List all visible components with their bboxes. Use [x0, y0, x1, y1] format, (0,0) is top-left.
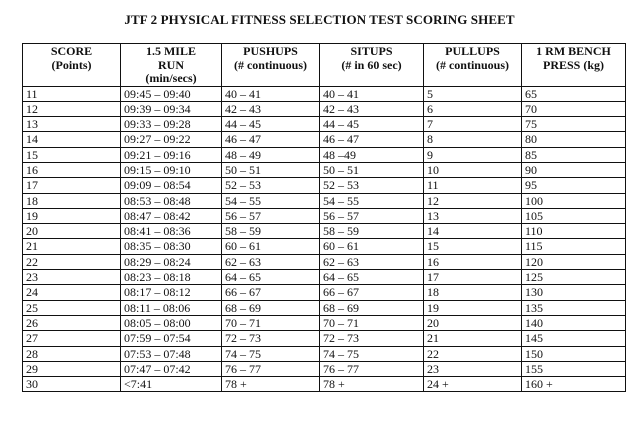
bench-press-cell: 130: [522, 285, 626, 300]
pushups-cell: 52 – 53: [222, 178, 320, 193]
pushups-cell: 58 – 59: [222, 224, 320, 239]
score-cell: 25: [23, 300, 121, 315]
header-score: SCORE (Points): [23, 44, 121, 87]
pushups-cell: 60 – 61: [222, 239, 320, 254]
pushups-cell: 68 – 69: [222, 300, 320, 315]
bench-press-cell: 105: [522, 208, 626, 223]
score-cell: 12: [23, 101, 121, 116]
table-row: [23, 117, 626, 132]
table-row: [23, 162, 626, 177]
run-cell: 07:53 – 07:48: [121, 346, 222, 361]
bench-press-cell: 155: [522, 361, 626, 376]
pullups-cell: 12: [424, 193, 522, 208]
situps-cell: 76 – 77: [320, 361, 424, 376]
situps-cell: 56 – 57: [320, 208, 424, 223]
pullups-cell: 16: [424, 254, 522, 269]
table-row: [23, 132, 626, 147]
run-cell: 08:29 – 08:24: [121, 254, 222, 269]
score-cell: 21: [23, 239, 121, 254]
pullups-cell: 14: [424, 224, 522, 239]
scoring-table: [22, 43, 626, 392]
situps-cell: 46 – 47: [320, 132, 424, 147]
run-cell: 08:17 – 08:12: [121, 285, 222, 300]
score-cell: 16: [23, 162, 121, 177]
pullups-cell: 23: [424, 361, 522, 376]
table-row: [23, 86, 626, 101]
situps-cell: 58 – 59: [320, 224, 424, 239]
score-cell: 26: [23, 315, 121, 330]
pushups-cell: 48 – 49: [222, 147, 320, 162]
table-row: [23, 285, 626, 300]
pullups-cell: 5: [424, 86, 522, 101]
score-cell: 15: [23, 147, 121, 162]
table-row: [23, 101, 626, 116]
page-title: JTF 2 PHYSICAL FITNESS SELECTION TEST SCORING SHEET: [124, 12, 515, 27]
header-bench-press: 1 RM BENCH PRESS (kg): [522, 44, 626, 87]
table-row: [23, 208, 626, 223]
bench-press-cell: 85: [522, 147, 626, 162]
pushups-cell: 50 – 51: [222, 162, 320, 177]
pullups-cell: 9: [424, 147, 522, 162]
table-row: [23, 254, 626, 269]
situps-cell: 70 – 71: [320, 315, 424, 330]
table-row: [23, 377, 626, 392]
bench-press-cell: 150: [522, 346, 626, 361]
situps-cell: 42 – 43: [320, 101, 424, 116]
run-cell: 09:39 – 09:34: [121, 101, 222, 116]
table-row: [23, 224, 626, 239]
situps-cell: 78 +: [320, 377, 424, 392]
run-cell: 09:27 – 09:22: [121, 132, 222, 147]
run-cell: 08:53 – 08:48: [121, 193, 222, 208]
pullups-cell: 7: [424, 117, 522, 132]
situps-cell: 68 – 69: [320, 300, 424, 315]
table-row: [23, 300, 626, 315]
run-cell: 07:47 – 07:42: [121, 361, 222, 376]
score-cell: 14: [23, 132, 121, 147]
pushups-cell: 70 – 71: [222, 315, 320, 330]
score-cell: 19: [23, 208, 121, 223]
score-cell: 20: [23, 224, 121, 239]
pushups-cell: 54 – 55: [222, 193, 320, 208]
score-cell: 11: [23, 86, 121, 101]
run-cell: 09:33 – 09:28: [121, 117, 222, 132]
pullups-cell: 11: [424, 178, 522, 193]
pullups-cell: 8: [424, 132, 522, 147]
run-cell: 08:47 – 08:42: [121, 208, 222, 223]
header-situps: SITUPS (# in 60 sec): [320, 44, 424, 87]
situps-cell: 64 – 65: [320, 270, 424, 285]
table-row: [23, 147, 626, 162]
score-cell: 28: [23, 346, 121, 361]
score-cell: 27: [23, 331, 121, 346]
situps-cell: 52 – 53: [320, 178, 424, 193]
pullups-cell: 6: [424, 101, 522, 116]
run-cell: 07:59 – 07:54: [121, 331, 222, 346]
bench-press-cell: 115: [522, 239, 626, 254]
pushups-cell: 62 – 63: [222, 254, 320, 269]
pushups-cell: 78 +: [222, 377, 320, 392]
pushups-cell: 72 – 73: [222, 331, 320, 346]
score-cell: 30: [23, 377, 121, 392]
table-body: [23, 86, 626, 392]
pullups-cell: 21: [424, 331, 522, 346]
pullups-cell: 15: [424, 239, 522, 254]
table-row: [23, 331, 626, 346]
table-row: [23, 193, 626, 208]
situps-cell: 54 – 55: [320, 193, 424, 208]
table-row: [23, 270, 626, 285]
pushups-cell: 40 – 41: [222, 86, 320, 101]
pushups-cell: 74 – 75: [222, 346, 320, 361]
bench-press-cell: 95: [522, 178, 626, 193]
bench-press-cell: 80: [522, 132, 626, 147]
table-row: [23, 315, 626, 330]
header-pushups: PUSHUPS (# continuous): [222, 44, 320, 87]
table-row: [23, 346, 626, 361]
run-cell: 08:35 – 08:30: [121, 239, 222, 254]
pushups-cell: 64 – 65: [222, 270, 320, 285]
situps-cell: 62 – 63: [320, 254, 424, 269]
score-cell: 17: [23, 178, 121, 193]
bench-press-cell: 140: [522, 315, 626, 330]
run-cell: 08:23 – 08:18: [121, 270, 222, 285]
situps-cell: 74 – 75: [320, 346, 424, 361]
bench-press-cell: 110: [522, 224, 626, 239]
bench-press-cell: 70: [522, 101, 626, 116]
header-run: 1.5 MILE RUN (min/secs): [121, 44, 222, 87]
pullups-cell: 24 +: [424, 377, 522, 392]
bench-press-cell: 160 +: [522, 377, 626, 392]
pullups-cell: 10: [424, 162, 522, 177]
table-row: [23, 178, 626, 193]
pullups-cell: 19: [424, 300, 522, 315]
pullups-cell: 13: [424, 208, 522, 223]
score-cell: 24: [23, 285, 121, 300]
pushups-cell: 42 – 43: [222, 101, 320, 116]
pullups-cell: 17: [424, 270, 522, 285]
run-cell: 08:05 – 08:00: [121, 315, 222, 330]
situps-cell: 72 – 73: [320, 331, 424, 346]
run-cell: 09:09 – 08:54: [121, 178, 222, 193]
bench-press-cell: 145: [522, 331, 626, 346]
bench-press-cell: 125: [522, 270, 626, 285]
score-cell: 22: [23, 254, 121, 269]
table-row: [23, 361, 626, 376]
table-header: [23, 44, 626, 87]
pushups-cell: 56 – 57: [222, 208, 320, 223]
pullups-cell: 18: [424, 285, 522, 300]
situps-cell: 40 – 41: [320, 86, 424, 101]
pushups-cell: 46 – 47: [222, 132, 320, 147]
pushups-cell: 76 – 77: [222, 361, 320, 376]
run-cell: 09:21 – 09:16: [121, 147, 222, 162]
bench-press-cell: 90: [522, 162, 626, 177]
situps-cell: 44 – 45: [320, 117, 424, 132]
score-cell: 23: [23, 270, 121, 285]
situps-cell: 50 – 51: [320, 162, 424, 177]
run-cell: 09:15 – 09:10: [121, 162, 222, 177]
pushups-cell: 44 – 45: [222, 117, 320, 132]
situps-cell: 48 –49: [320, 147, 424, 162]
bench-press-cell: 100: [522, 193, 626, 208]
run-cell: <7:41: [121, 377, 222, 392]
header-pullups: PULLUPS (# continuous): [424, 44, 522, 87]
score-cell: 13: [23, 117, 121, 132]
situps-cell: 66 – 67: [320, 285, 424, 300]
bench-press-cell: 120: [522, 254, 626, 269]
run-cell: 08:11 – 08:06: [121, 300, 222, 315]
run-cell: 09:45 – 09:40: [121, 86, 222, 101]
pushups-cell: 66 – 67: [222, 285, 320, 300]
run-cell: 08:41 – 08:36: [121, 224, 222, 239]
bench-press-cell: 65: [522, 86, 626, 101]
table-row: [23, 239, 626, 254]
score-cell: 18: [23, 193, 121, 208]
score-cell: 29: [23, 361, 121, 376]
pullups-cell: 20: [424, 315, 522, 330]
bench-press-cell: 75: [522, 117, 626, 132]
bench-press-cell: 135: [522, 300, 626, 315]
situps-cell: 60 – 61: [320, 239, 424, 254]
pullups-cell: 22: [424, 346, 522, 361]
